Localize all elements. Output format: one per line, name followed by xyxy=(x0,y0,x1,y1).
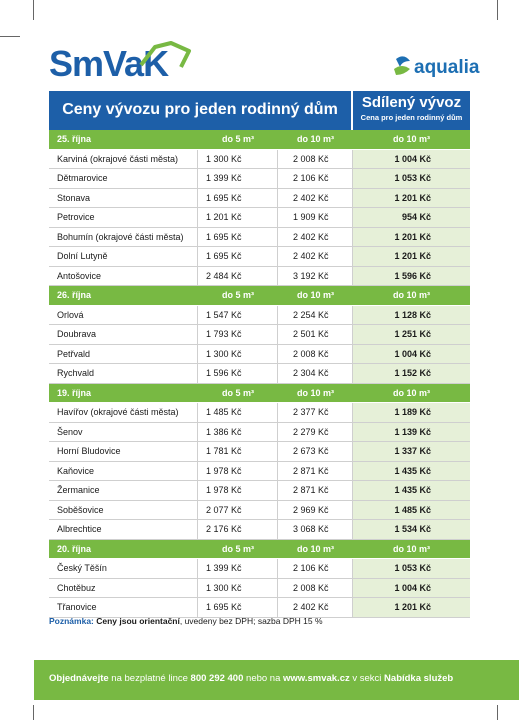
column-header-5m3: do 5 m³ xyxy=(221,134,254,144)
crop-mark xyxy=(0,36,20,37)
price-5m3: 1 781 Kč xyxy=(198,442,278,461)
price-5m3: 1 300 Kč xyxy=(198,345,278,364)
price-shared: 1 004 Kč xyxy=(353,150,470,169)
table-row xyxy=(49,325,470,345)
price-10m3: 2 254 Kč xyxy=(278,306,353,325)
town-name: Soběšovice xyxy=(49,501,198,520)
column-header-5m3: do 5 m³ xyxy=(221,543,254,554)
footer-order: Objednávejte xyxy=(49,673,109,684)
footer-website-link[interactable]: www.smvak.cz xyxy=(283,673,350,684)
footer-text-4: nebo na xyxy=(243,673,284,684)
column-header-5m3: do 5 m³ xyxy=(221,290,254,300)
footer-section-name: Nabídka služeb xyxy=(384,673,454,684)
price-shared: 1 201 Kč xyxy=(353,189,470,208)
section-header-row xyxy=(49,130,470,150)
crop-mark xyxy=(497,0,498,20)
column-header-10m3: do 10 m³ xyxy=(296,290,334,300)
table-row xyxy=(49,169,470,189)
table-row xyxy=(49,189,470,209)
aqualia-logo-text: aqualia xyxy=(414,57,480,78)
table-row xyxy=(49,501,470,521)
price-shared: 1 128 Kč xyxy=(353,306,470,325)
price-5m3: 2 077 Kč xyxy=(198,501,278,520)
price-5m3: 1 485 Kč xyxy=(198,403,278,422)
price-shared: 954 Kč xyxy=(353,208,470,227)
table-header-main xyxy=(49,91,351,130)
footer-text-2: na bezplatné lince xyxy=(108,673,191,684)
note-bold: Ceny jsou orientační xyxy=(96,616,180,626)
price-10m3: 3 192 Kč xyxy=(278,267,353,286)
price-shared: 1 337 Kč xyxy=(353,442,470,461)
note-label: Poznámka: xyxy=(49,616,94,626)
price-shared: 1 201 Kč xyxy=(353,247,470,266)
town-name: Albrechtice xyxy=(49,520,198,539)
table-title: Ceny vývozu pro jeden rodinný dům xyxy=(62,101,338,118)
town-name: Bohumín (okrajové části města) xyxy=(49,228,198,247)
table-row xyxy=(49,247,470,267)
price-shared: 1 189 Kč xyxy=(353,403,470,422)
price-shared: 1 139 Kč xyxy=(353,423,470,442)
aqualia-logo xyxy=(392,53,480,81)
town-name: Antošovice xyxy=(49,267,198,286)
price-5m3: 1 399 Kč xyxy=(198,169,278,188)
column-header-10m3: do 10 m³ xyxy=(296,543,334,554)
table-row xyxy=(49,345,470,365)
town-name: Dolní Lutyně xyxy=(49,247,198,266)
price-10m3: 2 501 Kč xyxy=(278,325,353,344)
price-10m3: 2 871 Kč xyxy=(278,481,353,500)
footer-text-6: v sekci xyxy=(349,673,385,684)
table-row xyxy=(49,520,470,540)
price-10m3: 2 402 Kč xyxy=(278,598,353,617)
table-row xyxy=(49,423,470,443)
town-name: Horní Bludovice xyxy=(49,442,198,461)
price-10m3: 2 106 Kč xyxy=(278,169,353,188)
footer-banner xyxy=(34,660,519,700)
price-shared: 1 053 Kč xyxy=(353,559,470,578)
table-row xyxy=(49,403,470,423)
crop-mark xyxy=(497,705,498,720)
table-row xyxy=(49,579,470,599)
price-5m3: 1 596 Kč xyxy=(198,364,278,383)
table-row xyxy=(49,267,470,287)
price-shared: 1 004 Kč xyxy=(353,579,470,598)
table-row xyxy=(49,208,470,228)
price-5m3: 1 547 Kč xyxy=(198,306,278,325)
price-shared: 1 201 Kč xyxy=(353,228,470,247)
table-row xyxy=(49,442,470,462)
smvak-logo-text: SmVaK xyxy=(49,43,169,84)
town-name: Orlová xyxy=(49,306,198,325)
shared-subtitle: Cena pro jeden rodinný dům xyxy=(360,113,463,122)
column-header-shared: do 10 m³ xyxy=(353,130,470,149)
house-roof-icon xyxy=(137,39,195,69)
price-10m3: 2 402 Kč xyxy=(278,228,353,247)
table-row xyxy=(49,462,470,482)
price-10m3: 2 279 Kč xyxy=(278,423,353,442)
town-name: Dětmarovice xyxy=(49,169,198,188)
price-10m3: 2 402 Kč xyxy=(278,189,353,208)
footer-phone: 800 292 400 xyxy=(190,673,244,684)
drop-icon xyxy=(392,53,414,79)
town-name: Petrovice xyxy=(49,208,198,227)
price-5m3: 1 300 Kč xyxy=(198,150,278,169)
price-10m3: 2 402 Kč xyxy=(278,247,353,266)
town-name: Třanovice xyxy=(49,598,198,617)
town-name: Kaňovice xyxy=(49,462,198,481)
smvak-logo xyxy=(49,39,189,85)
price-5m3: 1 695 Kč xyxy=(198,247,278,266)
price-10m3: 2 008 Kč xyxy=(278,150,353,169)
table-row xyxy=(49,150,470,170)
town-name: Český Těšín xyxy=(49,559,198,578)
table-row xyxy=(49,364,470,384)
table-row xyxy=(49,306,470,326)
table-header-shared xyxy=(353,91,470,130)
crop-mark xyxy=(33,705,34,720)
price-5m3: 2 176 Kč xyxy=(198,520,278,539)
price-5m3: 1 399 Kč xyxy=(198,559,278,578)
section-date: 19. října xyxy=(57,387,92,398)
column-header-shared: do 10 m³ xyxy=(353,384,470,403)
price-shared: 1 053 Kč xyxy=(353,169,470,188)
column-header-shared: do 10 m³ xyxy=(353,540,470,559)
section-header-row xyxy=(49,540,470,560)
table-row xyxy=(49,559,470,579)
town-name: Šenov xyxy=(49,423,198,442)
price-10m3: 2 969 Kč xyxy=(278,501,353,520)
town-name: Doubrava xyxy=(49,325,198,344)
price-10m3: 2 304 Kč xyxy=(278,364,353,383)
crop-mark xyxy=(33,0,34,20)
column-header-5m3: do 5 m³ xyxy=(221,387,254,398)
price-5m3: 1 386 Kč xyxy=(198,423,278,442)
price-shared: 1 004 Kč xyxy=(353,345,470,364)
price-10m3: 2 008 Kč xyxy=(278,579,353,598)
column-header-shared: do 10 m³ xyxy=(353,286,470,305)
price-10m3: 2 871 Kč xyxy=(278,462,353,481)
price-shared: 1 435 Kč xyxy=(353,481,470,500)
price-10m3: 2 673 Kč xyxy=(278,442,353,461)
town-name: Havířov (okrajové části města) xyxy=(49,403,198,422)
section-date: 26. října xyxy=(57,290,92,300)
price-5m3: 1 978 Kč xyxy=(198,462,278,481)
town-name: Stonava xyxy=(49,189,198,208)
price-shared: 1 435 Kč xyxy=(353,462,470,481)
price-10m3: 2 106 Kč xyxy=(278,559,353,578)
price-10m3: 1 909 Kč xyxy=(278,208,353,227)
section-header-row xyxy=(49,286,470,306)
price-shared: 1 201 Kč xyxy=(353,598,470,617)
town-name: Petřvald xyxy=(49,345,198,364)
price-10m3: 2 008 Kč xyxy=(278,345,353,364)
price-5m3: 1 300 Kč xyxy=(198,579,278,598)
column-header-10m3: do 10 m³ xyxy=(296,387,334,398)
table-row xyxy=(49,481,470,501)
price-10m3: 3 068 Kč xyxy=(278,520,353,539)
price-note xyxy=(49,616,323,626)
price-10m3: 2 377 Kč xyxy=(278,403,353,422)
price-5m3: 1 695 Kč xyxy=(198,598,278,617)
price-5m3: 1 793 Kč xyxy=(198,325,278,344)
town-name: Rychvald xyxy=(49,364,198,383)
table-row xyxy=(49,228,470,248)
price-shared: 1 534 Kč xyxy=(353,520,470,539)
price-shared: 1 152 Kč xyxy=(353,364,470,383)
price-shared: 1 596 Kč xyxy=(353,267,470,286)
price-table xyxy=(49,130,470,618)
price-shared: 1 251 Kč xyxy=(353,325,470,344)
section-header-row xyxy=(49,384,470,404)
town-name: Karviná (okrajové části města) xyxy=(49,150,198,169)
table-row xyxy=(49,598,470,618)
town-name: Chotěbuz xyxy=(49,579,198,598)
price-5m3: 1 695 Kč xyxy=(198,189,278,208)
price-5m3: 2 484 Kč xyxy=(198,267,278,286)
shared-title: Sdílený vývoz xyxy=(361,94,462,111)
note-text: , uvedeny bez DPH; sazba DPH 15 % xyxy=(179,616,323,626)
price-5m3: 1 201 Kč xyxy=(198,208,278,227)
price-shared: 1 485 Kč xyxy=(353,501,470,520)
section-date: 20. října xyxy=(57,543,92,554)
column-header-10m3: do 10 m³ xyxy=(296,134,334,144)
price-5m3: 1 978 Kč xyxy=(198,481,278,500)
price-5m3: 1 695 Kč xyxy=(198,228,278,247)
section-date: 25. října xyxy=(57,134,92,144)
footer-text xyxy=(49,673,453,684)
town-name: Žermanice xyxy=(49,481,198,500)
